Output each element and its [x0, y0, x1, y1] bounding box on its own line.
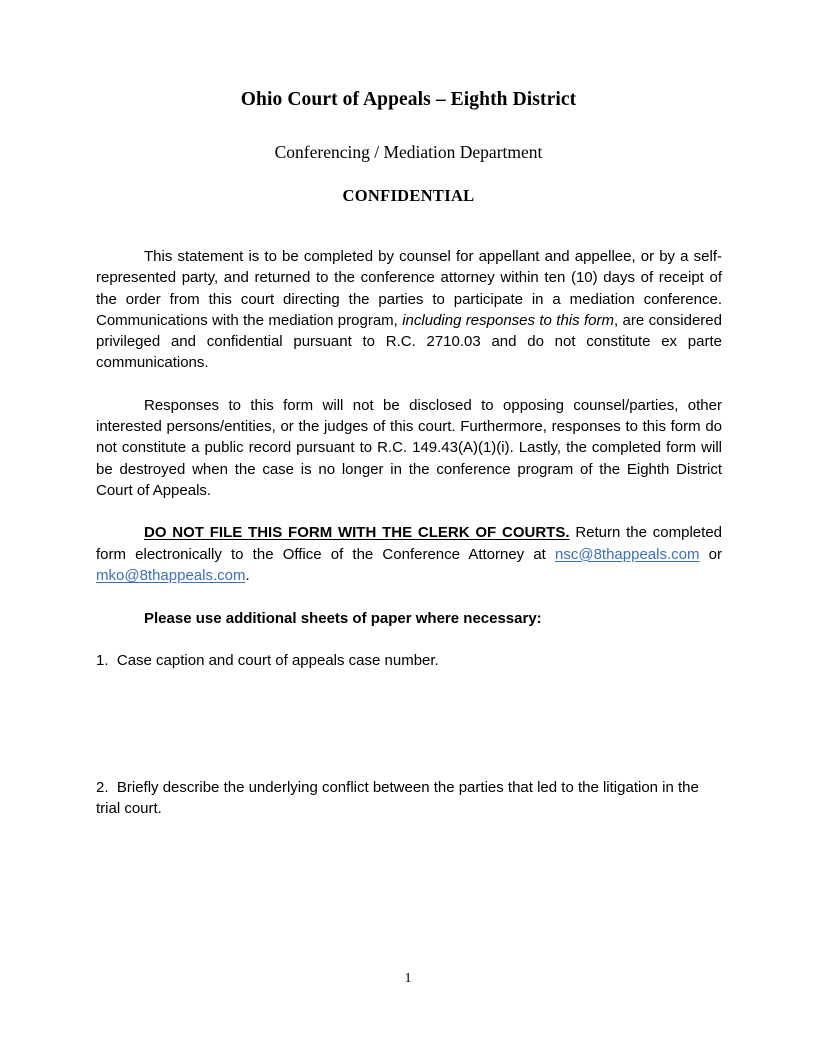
do-not-file-emphasis: DO NOT FILE THIS FORM WITH THE CLERK OF COURTS. [144, 524, 570, 542]
question-2-text: Briefly describe the underlying conflict between the parties that led to the litigation in the trial court. [96, 779, 699, 818]
document-header [96, 88, 721, 206]
question-1-number: 1. [96, 652, 109, 669]
instructions-block [96, 608, 722, 629]
page-title: Ohio Court of Appeals – Eighth District [240, 89, 577, 110]
question-item-2 [96, 777, 722, 820]
document-body [96, 246, 722, 586]
paragraph-2-text: Responses to this form will not be disclosed to opposing counsel/parties, other interested persons/entities, or the judges of this court. Furthermore, responses to this form do not constitute a public record pursuant to R.C. 149.43(A)(1)(i). Lastly, the completed form will be destroyed when the case is no longer in the conference program of the Eighth District Court of Appeals. [96, 396, 722, 499]
paragraph-1-text-part-1: This statement is to be completed by counsel for appellant and appellee, or by a self-represented party, and returned to the conference attorney within ten (10) days of receipt of the order from this court directing the parties to participate in a mediation conference. Communications with the mediation program, [96, 248, 722, 329]
paragraph-3-text-part-1: Return the completed form electronically to the Office of the Conference Attorney at [96, 524, 722, 563]
email-link-mko[interactable]: mko@8thappeals.com [96, 566, 246, 584]
question-1-text: Case caption and court of appeals case number. [116, 652, 439, 669]
paragraph-statement-scope [96, 246, 722, 374]
paragraph-3-conjunction: or [699, 545, 722, 563]
paragraph-3-text-part-2: . [245, 566, 250, 584]
confidential-label: CONFIDENTIAL [342, 186, 475, 206]
paragraph-filing-instructions [96, 522, 722, 586]
paragraph-1-text-part-2: , are considered privileged and confidential pursuant to R.C. 2710.03 and do not constitute ex parte communications. [96, 311, 722, 372]
paragraph-disclosure-policy [96, 395, 722, 501]
question-1-line [96, 650, 722, 671]
question-item-1 [96, 650, 722, 671]
question-2-number: 2. [96, 779, 109, 796]
paragraph-1-italic-phrase: including responses to this form [402, 311, 614, 329]
instructions-heading: Please use additional sheets of paper where necessary: [144, 610, 542, 627]
document-subtitle: Conferencing / Mediation Department [274, 142, 543, 163]
question-2-line [96, 777, 722, 820]
page-number: 1 [404, 971, 412, 986]
email-link-nsc[interactable]: nsc@8thappeals.com [555, 545, 700, 563]
